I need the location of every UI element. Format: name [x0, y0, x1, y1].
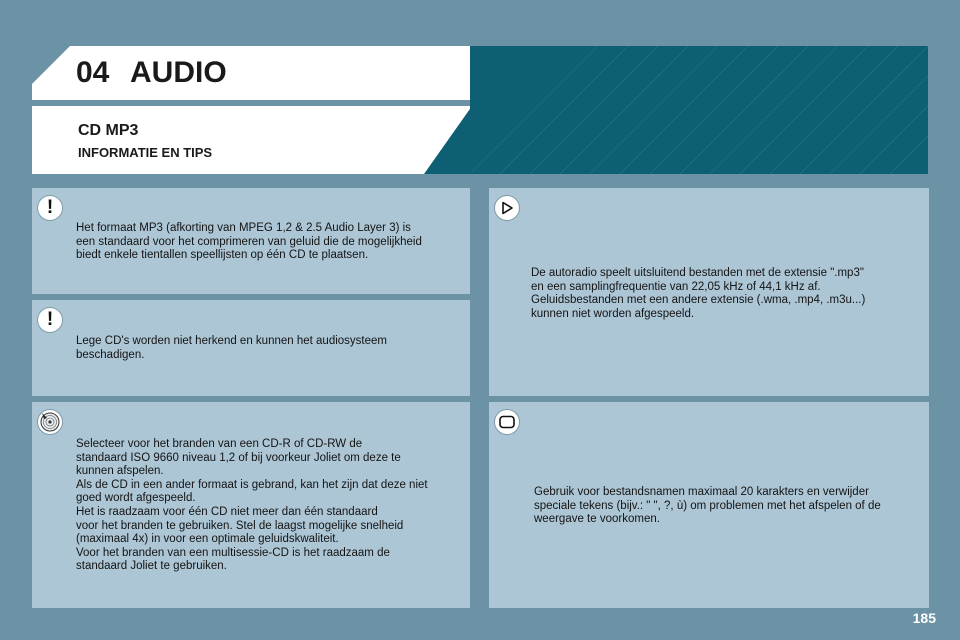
cd-burn-icon	[38, 410, 62, 434]
play-triangle-icon	[495, 196, 519, 220]
chapter-title: AUDIO	[130, 56, 227, 89]
header-divider	[32, 100, 470, 106]
diagonal-stripes-pattern	[470, 46, 928, 174]
tip-text: Selecteer voor het branden van een CD-R of CD-RW de standaard ISO 9660 niveau 1,2 of bij voorkeur Joliet om deze te kunnen afspelen. Als de CD in een ander formaat is gebrand, kan het zijn dat deze niet goed wordt afgespeeld. Het is raadzaam voor één CD niet meer dan één standaard voor het branden te gebruiken. Stel de laagst mogelijke snelheid (maximaal 4x) in voor een optimale geluidskwaliteit. Voor het branden van een multisessie-CD is het raadzaam de standaard Joliet te gebruiken.	[76, 438, 428, 573]
tip-text: Het formaat MP3 (afkorting van MPEG 1,2 & 2.5 Audio Layer 3) is een standaard voor het comprimeren van geluid die de mogelijkheid biedt enkele tientallen speellijsten op één CD te plaatsen.	[76, 222, 422, 262]
section-title: CD MP3	[78, 122, 139, 139]
section-subtitle: INFORMATIE EN TIPS	[78, 145, 213, 160]
tip-text: Lege CD's worden niet herkend en kunnen het audiosysteem beschadigen.	[76, 335, 387, 361]
tip-panel-burning	[32, 402, 470, 608]
warning-exclamation-icon	[38, 308, 62, 332]
exclamation-glyph: !	[46, 197, 54, 218]
header-decoration	[470, 46, 928, 174]
warning-exclamation-icon	[38, 196, 62, 220]
info-box-icon	[495, 410, 519, 434]
play-triangle-graphic	[500, 201, 514, 215]
exclamation-glyph: !	[46, 309, 54, 330]
rounded-box-graphic	[499, 415, 515, 429]
tip-text: Gebruik voor bestandsnamen maximaal 20 karakters en verwijder speciale tekens (bijv.: " ", ?, ù) om problemen met het afspelen of de weergave te voorkomen.	[534, 486, 881, 526]
chapter-number: 04	[76, 56, 110, 89]
cd-disc-graphic	[39, 411, 61, 433]
page-number: 185	[912, 610, 936, 626]
tip-text: De autoradio speelt uitsluitend bestanden met de extensie ".mp3" en een samplingfrequentie van 22,05 kHz of 44,1 kHz af. Geluidsbestanden met een andere extensie (.wma, .mp4, .m3u...) kunnen niet worden afgespeeld.	[531, 267, 866, 320]
tip-panel-mp3-format	[32, 188, 470, 294]
tip-panel-blank-cd	[32, 300, 470, 396]
tip-panel-file-names	[489, 402, 929, 608]
tip-panel-file-extensions	[489, 188, 929, 396]
